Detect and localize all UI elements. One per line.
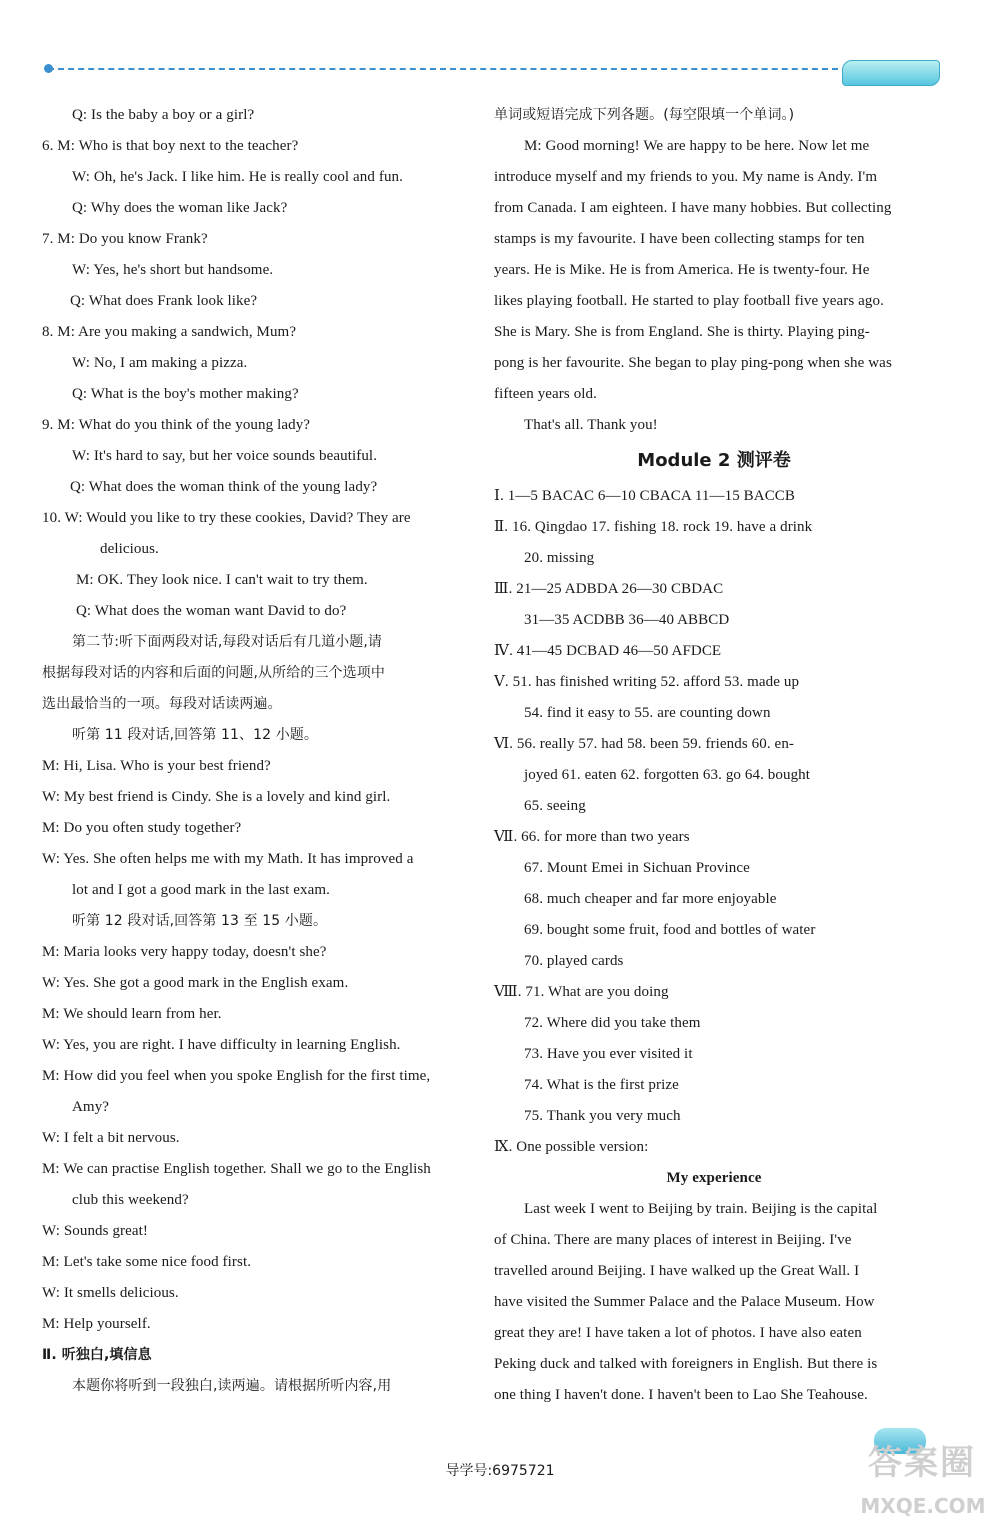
transcript-line: 本题你将听到一段独白,读两遍。请根据所听内容,用	[72, 1378, 392, 1394]
answer-line: 75. Thank you very much	[524, 1108, 681, 1124]
transcript-line: M: Do you often study together?	[42, 820, 242, 836]
header-dashed-rule	[48, 68, 838, 70]
monologue-line: That's all. Thank you!	[524, 417, 658, 433]
monologue-text	[494, 100, 934, 441]
module-title: Module 2 测评卷	[637, 450, 791, 471]
transcript-line: 7. M: Do you know Frank?	[42, 231, 208, 247]
answer-line: Ⅴ. 51. has finished writing 52. afford 53. made up	[494, 674, 800, 690]
answer-line: Ⅰ. 1—5 BACAC 6—10 CBACA 11—15 BACCB	[494, 488, 796, 504]
transcript-line: M: We can practise English together. Shall we go to the English	[42, 1161, 431, 1177]
monologue-line: M: Good morning! We are happy to be here. Now let me	[524, 138, 870, 154]
transcript-line: Q: Is the baby a boy or a girl?	[72, 107, 255, 123]
transcript-line: Ⅱ. 听独白,填信息	[42, 1347, 152, 1363]
transcript-line: M: Maria looks very happy today, doesn't she?	[42, 944, 327, 960]
transcript-line: W: I felt a bit nervous.	[42, 1130, 180, 1146]
answer-line: 67. Mount Emei in Sichuan Province	[524, 860, 750, 876]
transcript-line: M: Help yourself.	[42, 1316, 151, 1332]
answer-line: 65. seeing	[524, 798, 586, 814]
monologue-line: likes playing football. He started to play football five years ago.	[494, 293, 884, 309]
answer-line: 70. played cards	[524, 953, 624, 969]
left-column	[42, 100, 482, 1402]
essay-line: have visited the Summer Palace and the Palace Museum. How	[494, 1294, 875, 1310]
transcript-line: W: Yes. She often helps me with my Math. It has improved a	[42, 851, 414, 867]
watermark-logo: 答案圈	[868, 1443, 976, 1483]
answer-line: 20. missing	[524, 550, 595, 566]
right-column	[494, 100, 934, 1411]
answer-line: Ⅸ. One possible version:	[494, 1139, 649, 1155]
transcript-line: W: Yes. She got a good mark in the English exam.	[42, 975, 349, 991]
essay-line: travelled around Beijing. I have walked up the Great Wall. I	[494, 1263, 860, 1279]
monologue-line: 单词或短语完成下列各题。(每空限填一个单词。)	[494, 107, 795, 123]
transcript-line: Q: What does the woman think of the young lady?	[70, 479, 378, 495]
essay-line: of China. There are many places of interest in Beijing. I've	[494, 1232, 852, 1248]
transcript-line: M: How did you feel when you spoke English for the first time,	[42, 1068, 431, 1084]
transcript-line: Amy?	[72, 1099, 110, 1115]
transcript-line: 第二节:听下面两段对话,每段对话后有几道小题,请	[72, 634, 383, 650]
transcript-line: W: Yes, you are right. I have difficulty in learning English.	[42, 1037, 401, 1053]
essay-line: great they are! I have taken a lot of photos. I have also eaten	[494, 1325, 862, 1341]
answer-line: 74. What is the first prize	[524, 1077, 679, 1093]
essay-line: Last week I went to Beijing by train. Beijing is the capital	[524, 1201, 878, 1217]
transcript-line: 6. M: Who is that boy next to the teacher?	[42, 138, 299, 154]
answer-line: 69. bought some fruit, food and bottles of water	[524, 922, 816, 938]
answer-line: Ⅱ. 16. Qingdao 17. fishing 18. rock 19. have a drink	[494, 519, 813, 535]
footer-guide-number: 导学号:6975721	[445, 1463, 555, 1479]
transcript-line: Q: What does Frank look like?	[70, 293, 258, 309]
transcript-line: W: It's hard to say, but her voice sounds beautiful.	[72, 448, 378, 464]
answer-line: joyed 61. eaten 62. forgotten 63. go 64. bought	[524, 767, 811, 783]
answer-line: 72. Where did you take them	[524, 1015, 701, 1031]
answer-key	[494, 481, 934, 1163]
answer-line: Ⅷ. 71. What are you doing	[494, 984, 669, 1000]
transcript-line: 9. M: What do you think of the young lady?	[42, 417, 311, 433]
header-tab-badge	[842, 60, 940, 86]
transcript-line: Q: What does the woman want David to do?	[76, 603, 347, 619]
transcript-line: 8. M: Are you making a sandwich, Mum?	[42, 324, 297, 340]
transcript-line: 选出最恰当的一项。每段对话读两遍。	[42, 696, 282, 712]
transcript-line: M: We should learn from her.	[42, 1006, 222, 1022]
monologue-line: fifteen years old.	[494, 386, 598, 402]
essay-line: Peking duck and talked with foreigners in English. But there is	[494, 1356, 878, 1372]
monologue-line: from Canada. I am eighteen. I have many hobbies. But collecting	[494, 200, 892, 216]
transcript-line: M: Hi, Lisa. Who is your best friend?	[42, 758, 271, 774]
transcript-line: delicious.	[100, 541, 159, 557]
watermark-url: MXQE.COM	[860, 1494, 986, 1518]
transcript-line: M: Let's take some nice food first.	[42, 1254, 252, 1270]
monologue-line: stamps is my favourite. I have been collecting stamps for ten	[494, 231, 865, 247]
monologue-line: pong is her favourite. She began to play ping-pong when she was	[494, 355, 892, 371]
essay-body	[494, 1194, 934, 1411]
transcript-line: W: My best friend is Cindy. She is a lovely and kind girl.	[42, 789, 391, 805]
transcript-line: M: OK. They look nice. I can't wait to try them.	[76, 572, 368, 588]
answer-line: Ⅵ. 56. really 57. had 58. been 59. friends 60. en-	[494, 736, 795, 752]
answer-line: 31—35 ACDBB 36—40 ABBCD	[524, 612, 730, 628]
transcript-line: 听第 11 段对话,回答第 11、12 小题。	[72, 727, 318, 743]
answer-line: Ⅳ. 41—45 DCBAD 46—50 AFDCE	[494, 643, 722, 659]
monologue-line: introduce myself and my friends to you. My name is Andy. I'm	[494, 169, 878, 185]
transcript-line: W: Oh, he's Jack. I like him. He is really cool and fun.	[72, 169, 403, 185]
essay-line: one thing I haven't done. I haven't been to Lao She Teahouse.	[494, 1387, 868, 1403]
transcript-line: lot and I got a good mark in the last exam.	[72, 882, 330, 898]
answer-line: 73. Have you ever visited it	[524, 1046, 693, 1062]
transcript-line: Q: What is the boy's mother making?	[72, 386, 299, 402]
transcript-line: W: No, I am making a pizza.	[72, 355, 248, 371]
transcript-line: 听第 12 段对话,回答第 13 至 15 小题。	[72, 913, 328, 929]
transcript-line: club this weekend?	[72, 1192, 189, 1208]
answer-line: 54. find it easy to 55. are counting down	[524, 705, 771, 721]
transcript-line: W: It smells delicious.	[42, 1285, 179, 1301]
essay-title: My experience	[666, 1170, 762, 1186]
answer-line: 68. much cheaper and far more enjoyable	[524, 891, 777, 907]
transcript-line: W: Yes, he's short but handsome.	[72, 262, 274, 278]
monologue-line: years. He is Mike. He is from America. He is twenty-four. He	[494, 262, 870, 278]
monologue-line: She is Mary. She is from England. She is thirty. Playing ping-	[494, 324, 870, 340]
transcript-line: W: Sounds great!	[42, 1223, 149, 1239]
transcript-line: 10. W: Would you like to try these cookies, David? They are	[42, 510, 411, 526]
transcript-line: Q: Why does the woman like Jack?	[72, 200, 288, 216]
answer-line: Ⅲ. 21—25 ADBDA 26—30 CBDAC	[494, 581, 724, 597]
answer-line: Ⅶ. 66. for more than two years	[494, 829, 690, 845]
transcript-line: 根据每段对话的内容和后面的问题,从所给的三个选项中	[42, 665, 385, 681]
